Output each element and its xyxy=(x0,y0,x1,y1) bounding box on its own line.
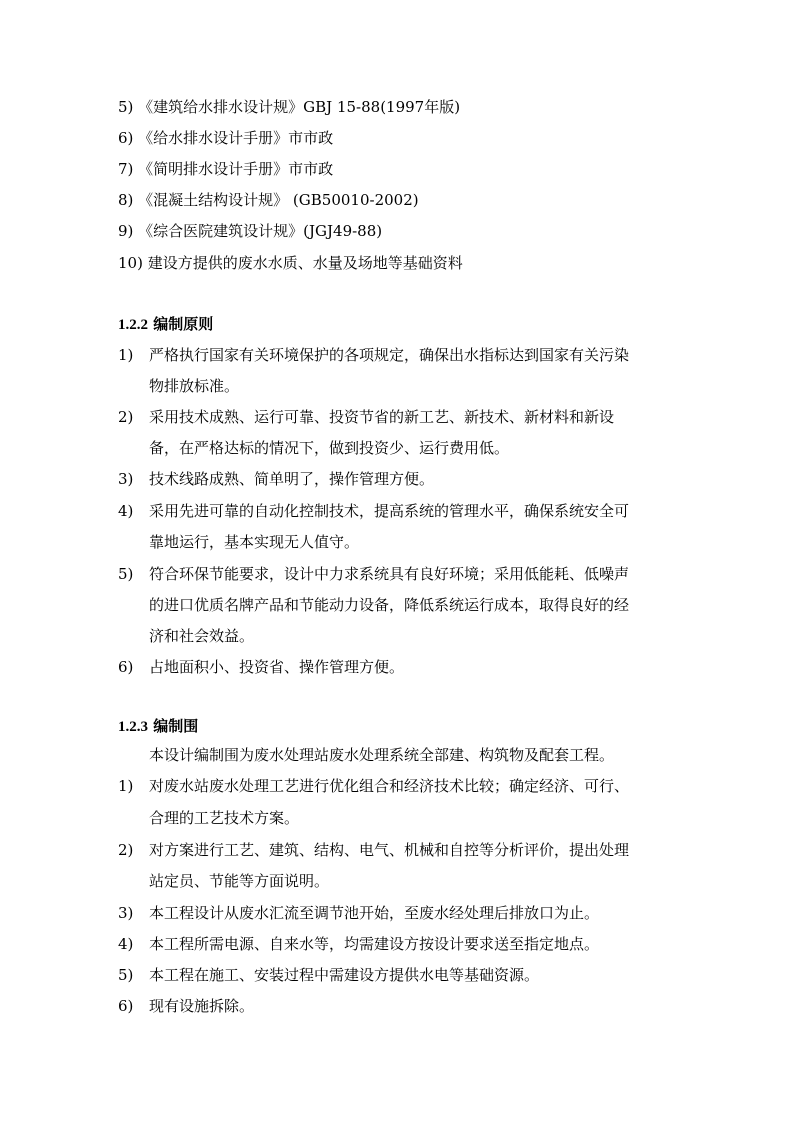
section-heading-1-2-2 xyxy=(118,314,213,335)
scope-intro-paragraph: 本设计编制围为废水处理站废水处理系统全部建、构筑物及配套工程。 xyxy=(149,746,615,764)
scope-item-1-continuation: 合理的工艺技术方案。 xyxy=(149,809,300,827)
item-number: 3) xyxy=(118,470,134,488)
item-number: 1) xyxy=(118,777,134,795)
item-number: 2) xyxy=(118,841,134,859)
principle-item-5-continuation-1: 的进口优质名牌产品和节能动力设备，降低系统运行成本，取得良好的经 xyxy=(149,596,630,614)
item-number: 5) xyxy=(118,966,134,984)
reference-item-6: 6) 《给水排水设计手册》市市政 xyxy=(118,129,334,147)
item-text: 采用技术成熟、运行可靠、投资节省的新工艺、新技术、新材料和新设 xyxy=(149,408,615,426)
principle-item-4-continuation: 靠地运行，基本实现无人值守。 xyxy=(149,533,360,551)
item-text: 现有设施拆除。 xyxy=(149,997,255,1015)
item-text: 占地面积小、投资省、操作管理方便。 xyxy=(149,658,405,676)
item-text: 本工程所需电源、自来水等，均需建设方按设计要求送至指定地点。 xyxy=(149,935,600,953)
item-number: 6) xyxy=(118,658,134,676)
item-text: 采用先进可靠的自动化控制技术，提高系统的管理水平，确保系统安全可 xyxy=(149,502,630,520)
item-text: 符合环保节能要求，设计中力求系统具有良好环境；采用低能耗、低噪声 xyxy=(149,565,630,583)
principle-item-2-continuation: 备，在严格达标的情况下，做到投资少、运行费用低。 xyxy=(149,439,510,457)
scope-item-2-continuation: 站定员、节能等方面说明。 xyxy=(149,872,330,890)
item-number: 6) xyxy=(118,997,134,1015)
item-text: 对废水站废水处理工艺进行优化组合和经济技术比较；确定经济、可行、 xyxy=(149,777,630,795)
reference-item-8: 8) 《混凝土结构设计规》 (GB50010-2002) xyxy=(118,191,419,209)
item-text: 本工程在施工、安装过程中需建设方提供水电等基础资源。 xyxy=(149,966,540,984)
section-title: 编制原则 xyxy=(153,315,214,333)
item-text: 严格执行国家有关环境保护的各项规定，确保出水指标达到国家有关污染 xyxy=(149,346,630,364)
item-text: 对方案进行工艺、建筑、结构、电气、机械和自控等分析评价，提出处理 xyxy=(149,841,630,859)
item-number: 4) xyxy=(118,502,134,520)
section-number: 1.2.2 xyxy=(118,317,148,333)
section-heading-1-2-3 xyxy=(118,716,198,737)
reference-item-7: 7) 《简明排水设计手册》市市政 xyxy=(118,160,334,178)
item-number: 1) xyxy=(118,346,134,364)
section-number: 1.2.3 xyxy=(118,719,148,735)
reference-item-9: 9) 《综合医院建筑设计规》(JGJ49-88) xyxy=(118,222,383,240)
item-number: 2) xyxy=(118,408,134,426)
item-number: 3) xyxy=(118,904,134,922)
reference-item-10: 10) 建设方提供的废水水质、水量及场地等基础资料 xyxy=(118,254,463,272)
item-text: 技术线路成熟、简单明了，操作管理方便。 xyxy=(149,470,435,488)
item-number: 5) xyxy=(118,565,134,583)
reference-item-5: 5) 《建筑给水排水设计规》GBJ 15-88(1997年版) xyxy=(118,98,461,116)
item-number: 4) xyxy=(118,935,134,953)
principle-item-5-continuation-2: 济和社会效益。 xyxy=(149,627,255,645)
principle-item-1-continuation: 物排放标准。 xyxy=(149,377,240,395)
item-text: 本工程设计从废水汇流至调节池开始，至废水经处理后排放口为止。 xyxy=(149,904,600,922)
section-title: 编制围 xyxy=(153,717,199,735)
